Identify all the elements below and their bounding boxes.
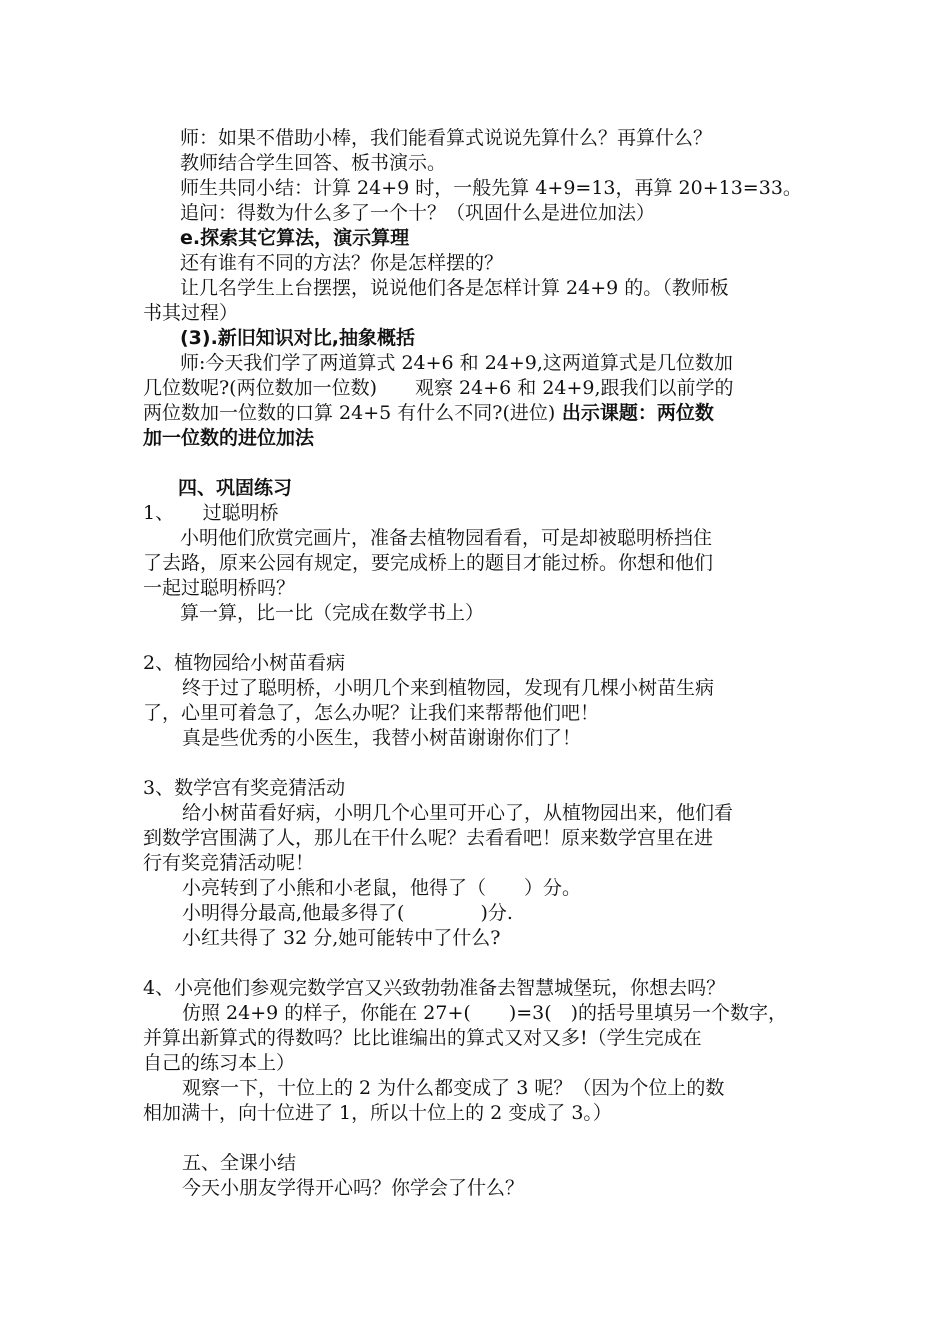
text-line-content: 几位数呢?(两位数加一位数) 观察 24+6 和 24+9,跟我们以前学的	[143, 377, 734, 399]
text-line	[0, 551, 950, 575]
text-line-content: 终于过了聪明桥，小明几个来到植物园，发现有几棵小树苗生病	[182, 677, 715, 699]
text-line-content: 四、巩固练习	[178, 477, 293, 499]
text-line	[0, 651, 950, 675]
text-line	[0, 251, 950, 275]
text-line	[0, 1026, 950, 1050]
text-line-content: 还有谁有不同的方法？你是怎样摆的？	[180, 252, 504, 274]
text-line-content: 一起过聪明桥吗？	[143, 577, 296, 599]
text-line	[0, 276, 950, 300]
text-line	[0, 851, 950, 875]
text-line-content: 两位数加一位数的口算 24+5 有什么不同?(进位)	[143, 402, 556, 424]
text-line-content: 真是些优秀的小医生，我替小树苗谢谢你们了！	[182, 727, 582, 749]
text-line	[0, 151, 950, 175]
text-line-content: 师生共同小结：计算 24+9 时，一般先算 4+9=13，再算 20+13=33。	[180, 177, 802, 199]
text-line	[0, 601, 950, 625]
text-line	[0, 926, 950, 950]
text-line-content: 师：如果不借助小棒，我们能看算式说说先算什么？再算什么？	[180, 127, 713, 149]
text-line-content: 小亮转到了小熊和小老鼠，他得了（ ）分。	[182, 877, 582, 899]
text-line-content: 教师结合学生回答、板书演示。	[180, 152, 447, 174]
text-line	[0, 1151, 950, 1175]
text-line-content: 五、全课小结	[182, 1152, 297, 1174]
text-line-content: 了，心里可着急了，怎么办呢？让我们来帮帮他们吧！	[143, 702, 600, 724]
text-line	[0, 226, 950, 250]
text-line-content: 相加满十，向十位进了 1，所以十位上的 2 变成了 3。）	[143, 1102, 612, 1124]
text-line	[0, 1101, 950, 1125]
text-line	[0, 976, 950, 1000]
text-line-content: 给小树苗看好病，小明几个心里可开心了，从植物园出来，他们看	[182, 802, 734, 824]
text-line-content: 行有奖竞猜活动呢！	[143, 852, 315, 874]
text-line	[0, 576, 950, 600]
text-line	[0, 726, 950, 750]
text-line	[0, 1076, 950, 1100]
text-line-content: (3).新旧知识对比,抽象概括	[180, 327, 416, 349]
text-line-content: 追问：得数为什么多了一个十？（巩固什么是进位加法）	[180, 202, 656, 224]
text-line	[0, 301, 950, 325]
text-line	[0, 401, 950, 425]
text-line	[0, 426, 950, 450]
text-line	[0, 826, 950, 850]
text-line-content: e.探索其它算法，演示算理	[180, 227, 410, 249]
text-line-content: 了去路，原来公园有规定，要完成桥上的题目才能过桥。你想和他们	[143, 552, 714, 574]
text-line	[0, 501, 950, 525]
text-line	[0, 1001, 950, 1025]
text-line-content: 并算出新算式的得数吗？比比谁编出的算式又对又多!（学生完成在	[143, 1027, 702, 1049]
text-line-content: 加一位数的进位加法	[143, 427, 315, 449]
text-line	[0, 876, 950, 900]
text-line	[0, 476, 950, 500]
text-line-content: 2、植物园给小树苗看病	[143, 652, 346, 674]
text-line	[0, 701, 950, 725]
text-line	[0, 901, 950, 925]
text-line	[0, 351, 950, 375]
text-line	[0, 126, 950, 150]
text-line-content: 仿照 24+9 的样子，你能在 27+( )=3( )的括号里填另一个数字，	[182, 1002, 788, 1024]
text-line-content: 到数学宫围满了人，那儿在干什么呢？去看看吧！原来数学宫里在进	[143, 827, 714, 849]
bold-title-fragment: 出示课题：两位数	[555, 402, 714, 424]
text-line-content: 1、 过聪明桥	[143, 502, 279, 524]
text-line-content: 小明得分最高,他最多得了( )分.	[182, 902, 513, 924]
text-line-content: 小明他们欣赏完画片，准备去植物园看看，可是却被聪明桥挡住	[180, 527, 713, 549]
text-line-content: 让几名学生上台摆摆，说说他们各是怎样计算 24+9 的。（教师板	[180, 277, 729, 299]
text-line	[0, 1051, 950, 1075]
text-line	[0, 776, 950, 800]
text-line-content: 书其过程）	[143, 302, 239, 324]
text-line-content: 今天小朋友学得开心吗？你学会了什么？	[182, 1177, 525, 1199]
text-line-content: 算一算，比一比（完成在数学书上）	[180, 602, 485, 624]
text-line	[0, 1176, 950, 1200]
text-line	[0, 176, 950, 200]
text-line	[0, 801, 950, 825]
text-line	[0, 526, 950, 550]
text-line-content: 4、小亮他们参观完数学宫又兴致勃勃准备去智慧城堡玩，你想去吗？	[143, 977, 726, 999]
text-line-content: 自己的练习本上）	[143, 1052, 296, 1074]
text-line	[0, 326, 950, 350]
text-line	[0, 376, 950, 400]
text-line	[0, 676, 950, 700]
text-line-content: 师:今天我们学了两道算式 24+6 和 24+9,这两道算式是几位数加	[180, 352, 733, 374]
text-line	[0, 201, 950, 225]
text-line-content: 观察一下，十位上的 2 为什么都变成了 3 呢？（因为个位上的数	[182, 1077, 725, 1099]
text-line-content: 3、数学宫有奖竞猜活动	[143, 777, 346, 799]
text-line-content: 小红共得了 32 分,她可能转中了什么?	[182, 927, 501, 949]
